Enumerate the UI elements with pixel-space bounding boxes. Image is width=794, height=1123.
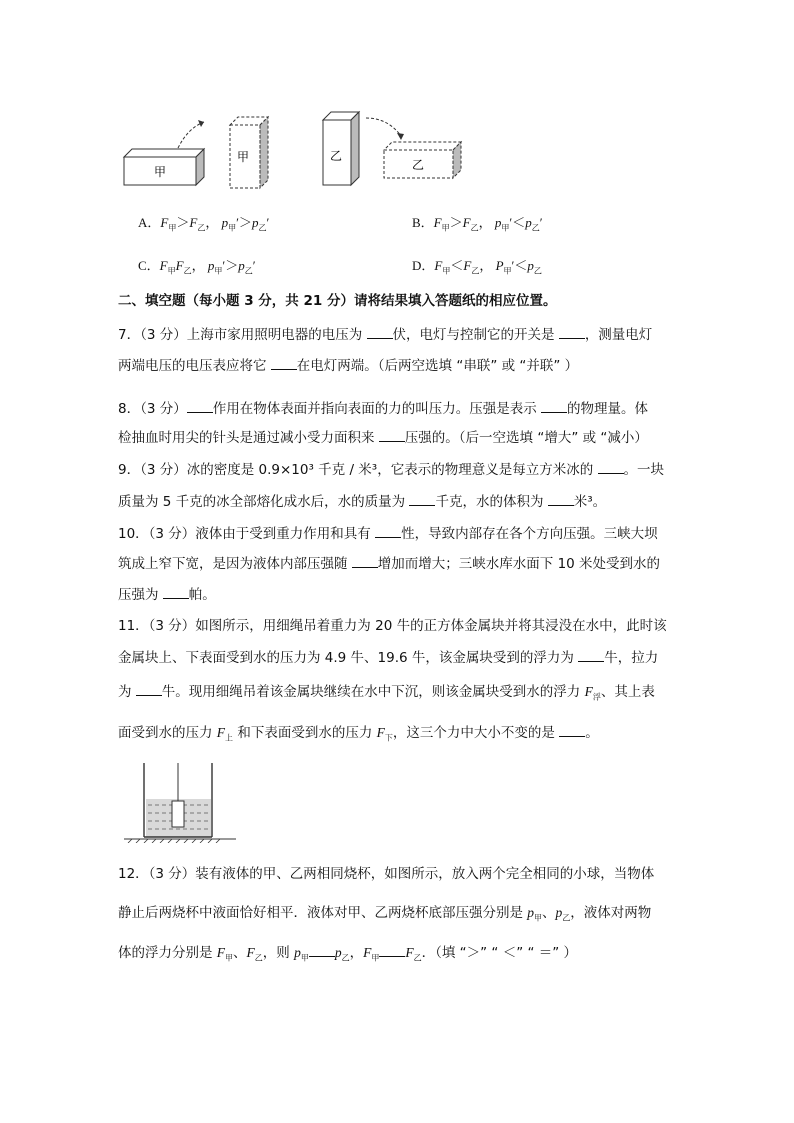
blocks-figure [118, 100, 478, 200]
q10-line1: 10．（3 分）液体由于受到重力作用和具有 性，导致内部存在各个方向压强。三峡大坝 [118, 526, 658, 542]
option-c: C．$F_甲F_乙$， $p_甲'>p_乙'$ [138, 258, 256, 276]
beaker-figure [120, 763, 240, 843]
q7-line1: 7．（3 分）上海市家用照明电器的电压为 伏，电灯与控制它的开关是 ，测量电灯 [118, 327, 653, 343]
svg-text:甲: 甲 [154, 165, 167, 179]
option-b: B．$F_甲>F_乙$， $p_甲'<p_乙'$ [412, 215, 543, 233]
option-a: A．$F_甲>F_乙$， $p_甲'>p_乙'$ [138, 215, 270, 233]
block-jia-lying [124, 149, 204, 185]
q10-line3: 压强为 帕。 [118, 587, 216, 603]
q8-line1: 8．（3 分） 作用在物体表面并指向表面的力的叫压力。压强是表示 的物理量。体 [118, 401, 649, 417]
arrow-1 [178, 122, 204, 148]
q7-line2: 两端电压的电压表应将它 在电灯两端。（后两空选填 “串联” 或 “并联” ） [118, 358, 579, 374]
q11-line1: 11．（3 分）如图所示，用细绳吊着重力为 20 牛的正方体金属块并将其浸没在水中，此时该 [118, 618, 667, 634]
block-yi-standing [323, 112, 359, 185]
label-yi-lying: 乙 [412, 158, 425, 172]
q9-line2: 质量为 5 千克的冰全部熔化成水后，水的质量为 千克，水的体积为 米³。 [118, 494, 607, 510]
q12-line3: 体的浮力分别是 $F_甲$、$F_乙$，则 $p_甲$ $p_乙$，$F_甲$ $F_乙$．（填 “＞” “ ＜” “ ＝” ） [118, 945, 578, 963]
option-d: D．$F_甲<F_乙$， $P_甲'<p_乙$ [412, 258, 542, 276]
q12-line2: 静止后两烧杯中液面恰好相平．液体对甲、乙两烧杯底部压强分别是 $p_甲$、$p_乙$，液体对两物 [118, 905, 652, 923]
q9-line1: 9．（3 分）冰的密度是 0.9×10³ 千克 / 米³，它表示的物理意义是每立方米冰的 。一块 [118, 462, 665, 478]
q10-line2: 筑成上窄下宽，是因为液体内部压强随 增加而增大；三峡水库水面下 10 米处受到水的 [118, 556, 661, 572]
q8-line2: 检抽血时用尖的针头是通过减小受力面积来 压强的。（后一空选填 “增大” 或 “减小） [118, 430, 648, 446]
arrowhead-2 [397, 133, 404, 140]
arrowhead-1 [198, 120, 204, 127]
arrow-2 [366, 118, 401, 136]
svg-text:乙: 乙 [330, 149, 343, 163]
section-heading: 二、填空题（每小题 3 分，共 21 分）请将结果填入答题纸的相应位置。 [118, 293, 557, 309]
q11-line4: 面受到水的压力 $F_上$ 和下表面受到水的压力 $F_下$，这三个力中大小不变的是 。 [118, 725, 599, 743]
q11-line3: 为 牛。现用细绳吊着该金属块继续在水中下沉，则该金属块受到水的浮力 $F_浮$、其上表 [118, 684, 655, 702]
label-jia-standing: 甲 [237, 150, 250, 164]
q11-line2: 金属块上、下表面受到水的压力为 4.9 牛、19.6 牛，该金属块受到的浮力为 牛，拉力 [118, 650, 659, 666]
q12-line1: 12．（3 分）装有液体的甲、乙两相同烧杯，如图所示，放入两个完全相同的小球，当物体 [118, 866, 655, 882]
